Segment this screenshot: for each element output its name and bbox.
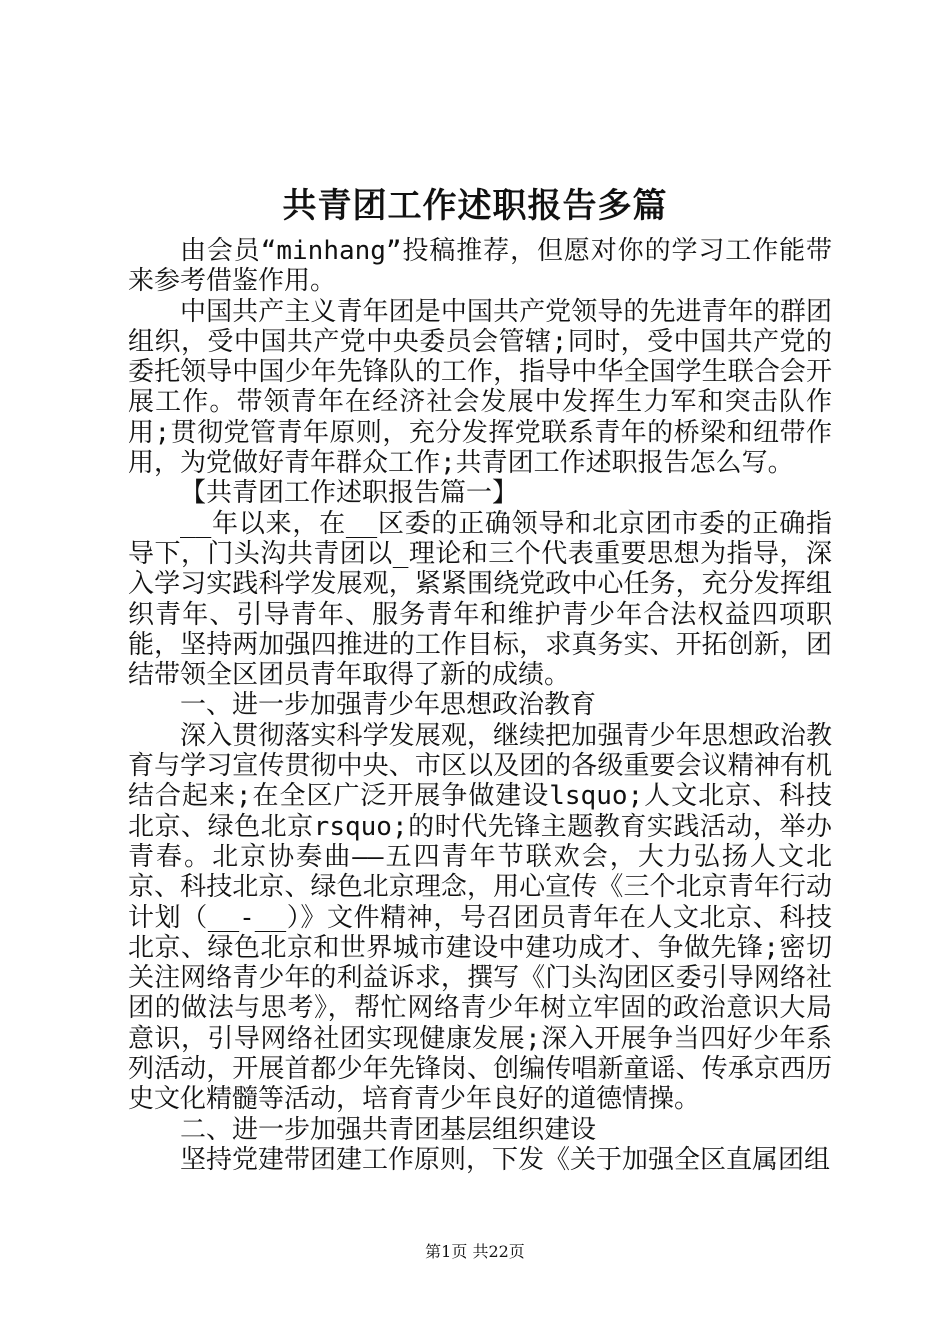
page-footer: 第1页 共22页 bbox=[425, 1242, 525, 1261]
section-heading: 【共青团工作述职报告篇一】 bbox=[180, 478, 519, 509]
body-paragraph: 坚持党建带团建工作原则，下发《关于加强全区直属团组 bbox=[180, 1144, 831, 1175]
document-body bbox=[128, 236, 832, 1175]
subsection-heading: 二、进一步加强共青团基层组织建设 bbox=[180, 1114, 597, 1145]
body-paragraph: __年以来，在__区委的正确领导和北京团市委的正确指导下，门头沟共青团以_理论和三个代表重要思想为指导，深入学习实践科学发展观，紧紧围绕党政中心任务，充分发挥组织青年、引导青年、服务青年和维护青少年合法权益四项职能，坚持两加强四推进的工作目标，求真务实、开拓创新，团结带领全区团员青年取得了新的成绩。 bbox=[128, 508, 832, 691]
body-paragraph: 中国共产主义青年团是中国共产党领导的先进青年的群团组织，受中国共产党中央委员会管辖;同时，受中国共产党的委托领导中国少年先锋队的工作，指导中华全国学生联合会开展工作。带领青年在经济社会发展中发挥生力军和突击队作用;贯彻党管青年原则，充分发挥党联系青年的桥梁和纽带作用，为党做好青年群众工作;共青团工作述职报告怎么写。 bbox=[128, 296, 832, 479]
intro-paragraph: 由会员“minhang”投稿推荐，但愿对你的学习工作能带来参考借鉴作用。 bbox=[128, 236, 832, 297]
subsection-heading: 一、进一步加强青少年思想政治教育 bbox=[180, 690, 597, 721]
document-title: 共青团工作述职报告多篇 bbox=[282, 186, 668, 226]
body-paragraph: 深入贯彻落实科学发展观，继续把加强青少年思想政治教育与学习宣传贯彻中央、市区以及团的各级重要会议精神有机结合起来;在全区广泛开展争做建设lsquo;人文北京、科技北京、绿色北京rsquo;的时代先锋主题教育实践活动，举办青春。北京协奏曲——五四青年节联欢会，大力弘扬人文北京、科技北京、绿色北京理念，用心宣传《三个北京青年行动计划（__-__）》文件精神，号召团员青年在人文北京、科技北京、绿色北京和世界城市建设中建功成才、争做先锋;密切关注网络青少年的利益诉求，撰写《门头沟团区委引导网络社团的做法与思考》，帮忙网络青少年树立牢固的政治意识大局意识，引导网络社团实现健康发展;深入开展争当四好少年系列活动，开展首都少年先锋岗、创编传唱新童谣、传承京西历史文化精髓等活动，培育青少年良好的道德情操。 bbox=[128, 720, 832, 1115]
